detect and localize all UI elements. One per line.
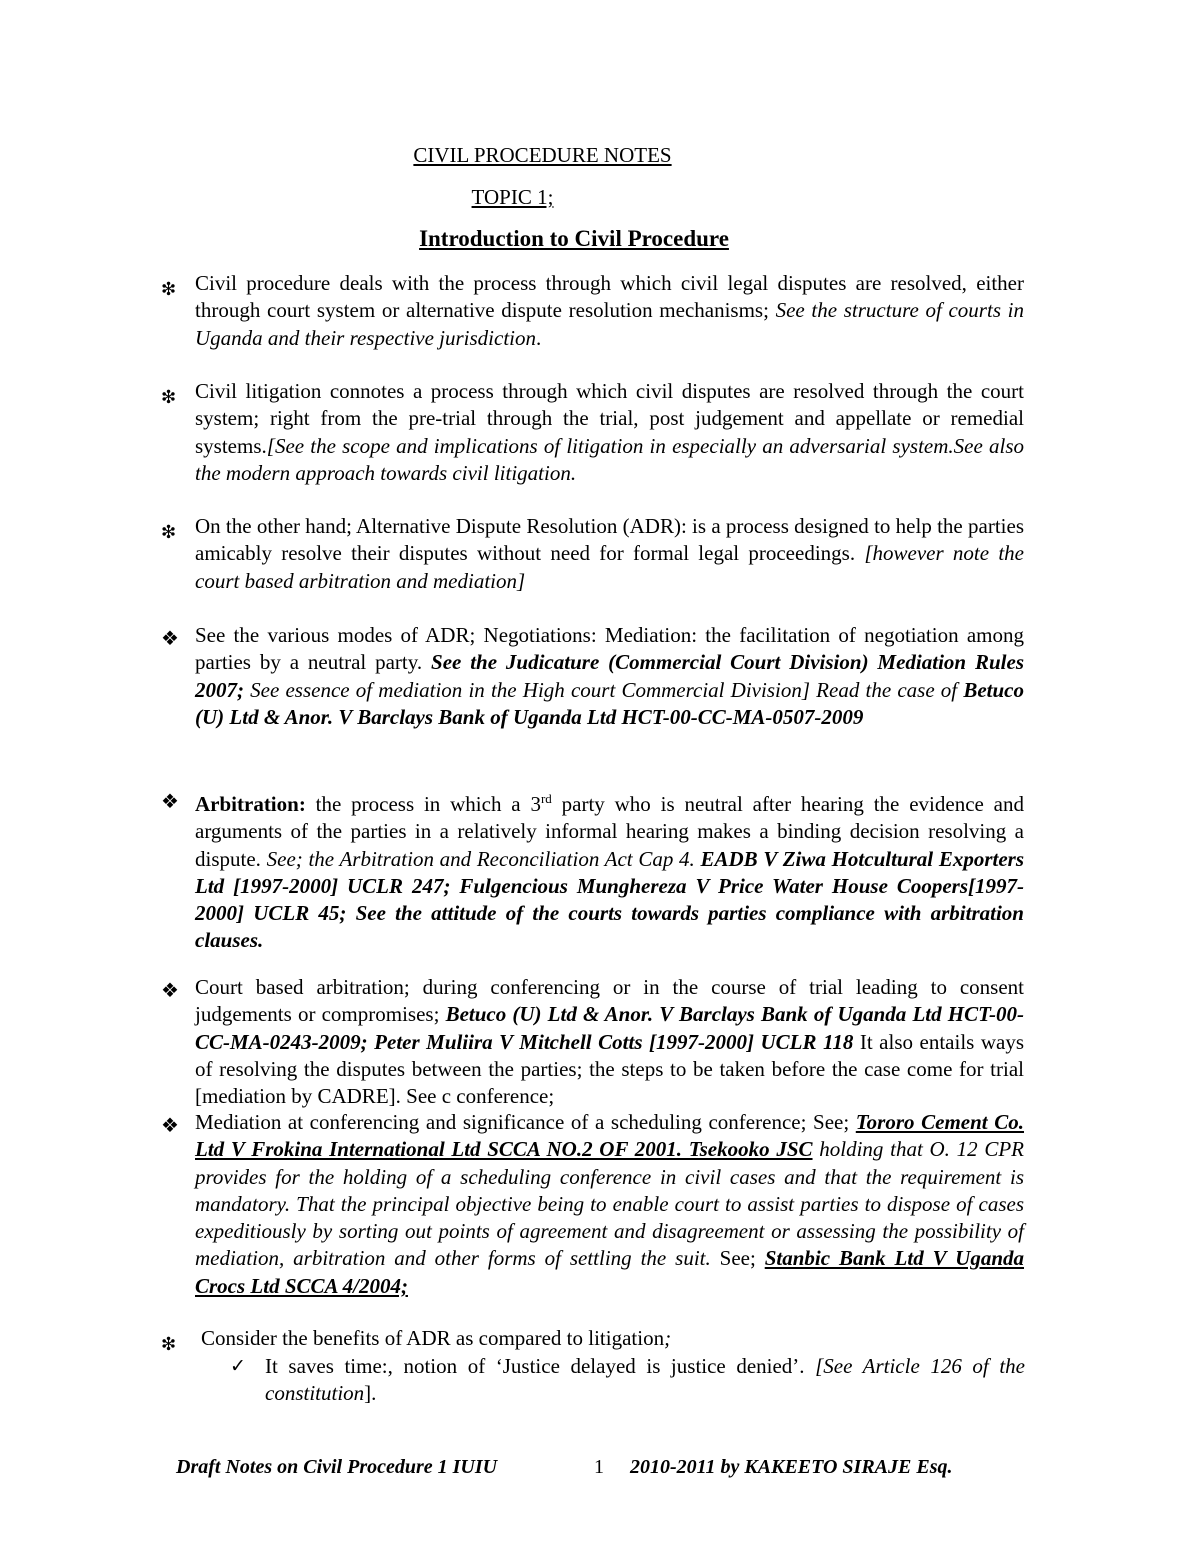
- paragraph-adr-benefits: Consider the benefits of ADR as compared to litigation;: [201, 1326, 672, 1350]
- diamond-bullet-icon: ❖: [161, 628, 179, 650]
- paragraph-civil-litigation: Civil litigation connotes a process through which civil disputes are resolved through the court system; right from the pre-trial through the trial, post judgement and appellate or remedial systems.[See the scope and implications of litigation in especially an adversarial system.See also the modern approach towards civil litigation.: [195, 379, 1024, 485]
- star-bullet-icon: ❇: [161, 1334, 177, 1354]
- footer-left-text: Draft Notes on Civil Procedure 1 IUIU: [176, 1456, 498, 1478]
- diamond-bullet-icon: ❖: [161, 980, 179, 1002]
- star-bullet-icon: ❇: [161, 522, 177, 542]
- star-bullet-icon: ❇: [161, 387, 177, 407]
- checkmark-bullet-icon: ✓: [230, 1356, 246, 1377]
- subitem-saves-time: It saves time:, notion of ‘Justice delayed is justice denied’. [See Article 126 of the constitution].: [265, 1354, 1025, 1406]
- paragraph-adr-modes: See the various modes of ADR; Negotiations: Mediation: the facilitation of negotiation among parties by a neutral party. See the Judicature (Commercial Court Division) Mediation Rules 2007; See essence of mediation in the High court Commercial Division] Read the case of Betuco (U) Ltd & Anor. V Barclays Bank of Uganda Ltd HCT-00-CC-MA-0507-2009: [195, 623, 1024, 729]
- diamond-bullet-icon: ❖: [161, 1115, 179, 1137]
- paragraph-adr: On the other hand; Alternative Dispute Resolution (ADR): is a process designed to help the parties amicably resolve their disputes without need for formal legal proceedings. [however note the court based arbitration and mediation]: [195, 514, 1024, 593]
- document-title: CIVIL PROCEDURE NOTES: [413, 143, 672, 167]
- paragraph-arbitration: Arbitration: the process in which a 3rd party who is neutral after hearing the evidence and arguments of the parties in a relatively informal hearing makes a binding decision resolving a dispute. See; the Arbitration and Reconciliation Act Cap 4. EADB V Ziwa Hotcultural Exporters Ltd [1997-2000] UCLR 247; Fulgencious Mungherеza V Price Water House Coopers[1997-2000] UCLR 45; See the attitude of the courts towards parties compliance with arbitration clauses.: [195, 791, 1024, 953]
- page-number: 1: [594, 1456, 604, 1478]
- paragraph-court-based-arbitration: Court based arbitration; during conferencing or in the course of trial leading to consent judgements or compromises; Betuco (U) Ltd & Anor. V Barclays Bank of Uganda Ltd HCT-00-CC-MA-0243-2009; Peter Muliira V Mitchell Cotts [1997-2000] UCLR 118 It also entails ways of resolving the disputes between the parties; the steps to be taken before the case come for trial [mediation by CADRE]. See c conference;: [195, 975, 1024, 1109]
- topic-label: TOPIC 1;: [471, 185, 554, 209]
- paragraph-mediation-conferencing: Mediation at conferencing and significance of a scheduling conference; See; Tororo Cement Co. Ltd V Frokina International Ltd SCCA NO.2 OF 2001. Tsekooko JSC holding that O. 12 CPR provides for the holding of a scheduling conference in civil cases and that the requirement is mandatory. That the principal objective being to enable court to assist parties to dispose of cases expeditiously by sorting out points of agreement and disagreement or assessing the possibility of mediation, arbitration and other forms of settling the suit. See; Stanbic Bank Ltd V Uganda Crocs Ltd SCCA 4/2004;: [195, 1110, 1025, 1298]
- section-heading: Introduction to Civil Procedure: [419, 226, 729, 251]
- star-bullet-icon: ❇: [161, 279, 177, 299]
- paragraph-civil-procedure: Civil procedure deals with the process through which civil legal disputes are resolved, either through court system or alternative dispute resolution mechanisms; See the structure of courts in Uganda and their respective jurisdiction.: [195, 271, 1024, 350]
- footer-right-text: 2010-2011 by KAKEETO SIRAJE Esq.: [630, 1456, 953, 1478]
- diamond-bullet-icon: ❖: [161, 791, 179, 813]
